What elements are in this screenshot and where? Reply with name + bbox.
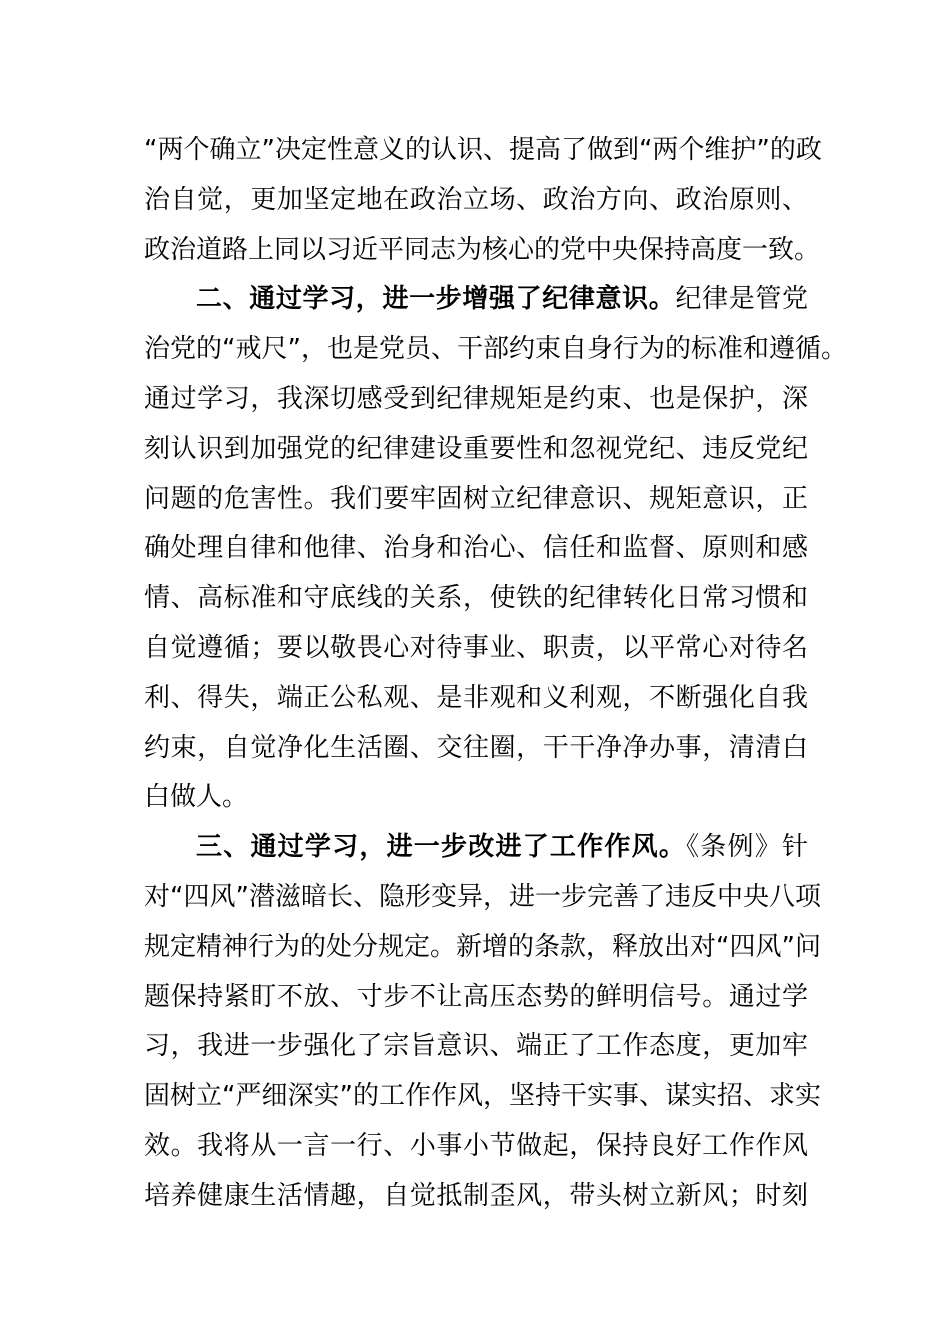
text-line bbox=[144, 226, 821, 276]
text-line bbox=[144, 773, 808, 823]
text-line bbox=[144, 1172, 808, 1222]
text-line bbox=[144, 275, 808, 325]
text-line bbox=[144, 176, 808, 226]
body-text: 自觉遵循；要以敬畏心对待事业、职责，以平常心对待名 bbox=[144, 632, 808, 663]
body-text: “两个确立”决定性意义的认识、提高了做到“两个维护”的政 bbox=[144, 135, 822, 165]
body-text: 对“四风”潜滋暗长、隐形变异，进一步完善了违反中央八项 bbox=[144, 881, 821, 912]
body-text: 习，我进一步强化了宗旨意识、端正了工作态度，更加牢 bbox=[144, 1031, 808, 1062]
text-line bbox=[144, 475, 808, 525]
body-text: 《条例》针 bbox=[686, 832, 808, 863]
text-line bbox=[144, 823, 808, 873]
body-text: 治自觉，更加坚定地在政治立场、政治方向、政治原则、 bbox=[144, 184, 808, 215]
text-line bbox=[144, 873, 821, 923]
body-text: 题保持紧盯不放、寸步不让高压态势的鲜明信号。通过学 bbox=[144, 981, 808, 1012]
body-text: 白做人。 bbox=[144, 782, 249, 813]
section-heading: 二、通过学习，进一步增强了纪律意识。 bbox=[196, 284, 676, 315]
text-line bbox=[144, 624, 808, 674]
body-text: 约束，自觉净化生活圈、交往圈，干干净净办事，清清白 bbox=[144, 732, 808, 763]
text-line bbox=[144, 674, 808, 724]
text-line bbox=[144, 126, 822, 176]
text-line bbox=[144, 1072, 821, 1122]
text-line bbox=[144, 524, 808, 574]
body-text: 规定精神行为的处分规定。新增的条款，释放出对“四风”问 bbox=[144, 931, 821, 962]
body-text: 利、得失，端正公私观、是非观和义利观，不断强化自我 bbox=[144, 682, 808, 713]
text-line bbox=[144, 923, 821, 973]
body-text: 培养健康生活情趣，自觉抵制歪风，带头树立新风；时刻 bbox=[144, 1180, 808, 1211]
text-line bbox=[144, 574, 808, 624]
text-line bbox=[144, 1022, 808, 1072]
body-text: 政治道路上同以习近平同志为核心的党中央保持高度一致。 bbox=[144, 234, 821, 265]
text-line bbox=[144, 425, 808, 475]
body-text: 通过学习，我深切感受到纪律规矩是约束、也是保护，深 bbox=[144, 383, 808, 414]
body-text: 效。我将从一言一行、小事小节做起，保持良好工作作风 bbox=[144, 1130, 808, 1161]
text-line bbox=[144, 375, 808, 425]
text-line bbox=[144, 724, 808, 774]
text-line bbox=[144, 325, 847, 375]
body-text: 情、高标准和守底线的关系，使铁的纪律转化日常习惯和 bbox=[144, 583, 808, 614]
body-text: 刻认识到加强党的纪律建设重要性和忽视党纪、违反党纪 bbox=[144, 433, 808, 464]
text-line bbox=[144, 973, 808, 1023]
body-text: 治党的“戒尺”，也是党员、干部约束自身行为的标准和遵循。 bbox=[144, 334, 847, 365]
body-text: 固树立“严细深实”的工作作风，坚持干实事、谋实招、求实 bbox=[144, 1081, 821, 1112]
text-line bbox=[144, 1122, 808, 1172]
body-text: 问题的危害性。我们要牢固树立纪律意识、规矩意识，正 bbox=[144, 483, 808, 514]
document-body-text bbox=[144, 126, 847, 1222]
section-heading: 三、通过学习，进一步改进了工作作风。 bbox=[196, 832, 687, 863]
body-text: 纪律是管党 bbox=[675, 284, 808, 315]
body-text: 确处理自律和他律、治身和治心、信任和监督、原则和感 bbox=[144, 533, 808, 564]
